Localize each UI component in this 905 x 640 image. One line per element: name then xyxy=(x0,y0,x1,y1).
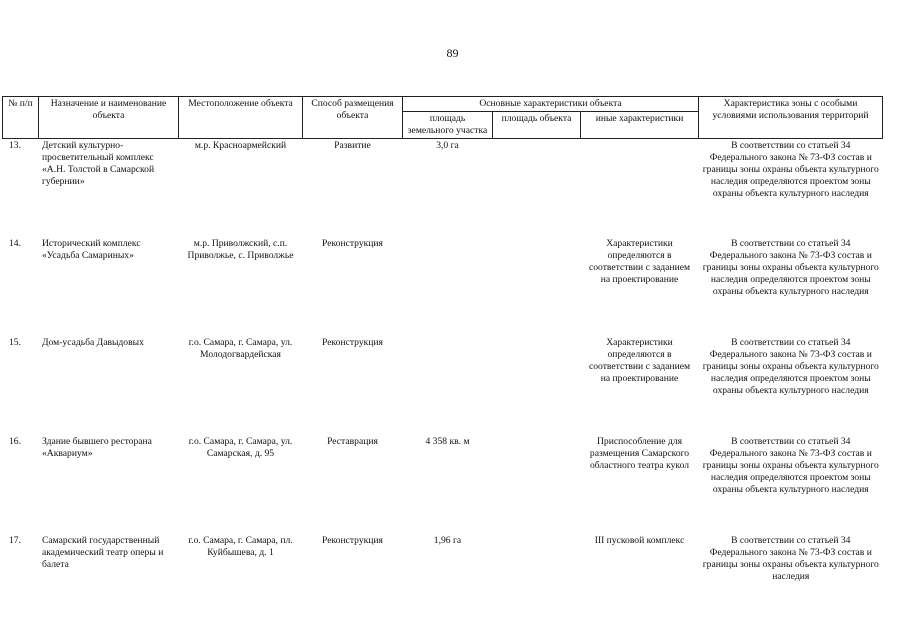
row-other: Характеристики определяются в соответствии с заданием на проектирование xyxy=(581,337,699,436)
row-method: Реконструкция xyxy=(303,337,403,436)
row-land-area: 4 358 кв. м xyxy=(403,436,493,535)
row-land-area xyxy=(403,238,493,337)
row-num: 16. xyxy=(3,436,39,535)
row-location: г.о. Самара, г. Самара, ул. Самарская, д. 95 xyxy=(179,436,303,535)
row-name: Дом-усадьба Давыдовых xyxy=(39,337,179,436)
header-object-area: площадь объекта xyxy=(493,112,581,139)
row-method: Реконструкция xyxy=(303,238,403,337)
row-method: Реставрация xyxy=(303,436,403,535)
row-other: Характеристики определяются в соответствии с заданием на проектирование xyxy=(581,238,699,337)
row-zone: В соответствии со статьей 34 Федерального закона № 73-ФЗ состав и границы зоны охраны объекта культурного наследия определяются проектом зоны охраны объекта культурного наследия xyxy=(699,436,883,535)
row-land-area: 1,96 га xyxy=(403,535,493,595)
header-main-characteristics: Основные характеристики объекта xyxy=(403,97,699,112)
row-num: 13. xyxy=(3,139,39,239)
table-row xyxy=(3,238,883,337)
row-object-area xyxy=(493,238,581,337)
row-object-area xyxy=(493,139,581,239)
row-other xyxy=(581,139,699,239)
row-land-area xyxy=(403,337,493,436)
row-zone: В соответствии со статьей 34 Федерального закона № 73-ФЗ состав и границы зоны охраны объекта культурного наследия xyxy=(699,535,883,595)
row-other: Приспособление для размещения Самарского областного театра кукол xyxy=(581,436,699,535)
table-header xyxy=(3,97,883,139)
row-num: 15. xyxy=(3,337,39,436)
header-land-area: площадь земельного участка xyxy=(403,112,493,139)
row-num: 17. xyxy=(3,535,39,595)
row-zone: В соответствии со статьей 34 Федерального закона № 73-ФЗ состав и границы зоны охраны объекта культурного наследия определяются проектом зоны охраны объекта культурного наследия xyxy=(699,337,883,436)
row-name: Детский культурно-просветительный комплекс «А.Н. Толстой в Самарской губернии» xyxy=(39,139,179,239)
objects-table xyxy=(2,96,883,595)
row-object-area xyxy=(493,337,581,436)
row-method: Реконструкция xyxy=(303,535,403,595)
row-location: м.р. Красноармейский xyxy=(179,139,303,239)
table-row xyxy=(3,139,883,239)
row-zone: В соответствии со статьей 34 Федерального закона № 73-ФЗ состав и границы зоны охраны объекта культурного наследия определяются проектом зоны охраны объекта культурного наследия xyxy=(699,139,883,239)
row-land-area: 3,0 га xyxy=(403,139,493,239)
header-zone: Характеристика зоны с особыми условиями использования территорий xyxy=(699,97,883,139)
row-method: Развитие xyxy=(303,139,403,239)
row-num: 14. xyxy=(3,238,39,337)
page-number: 89 xyxy=(446,46,459,60)
row-name: Исторический комплекс «Усадьба Самариных» xyxy=(39,238,179,337)
header-other-characteristics: иные характеристики xyxy=(581,112,699,139)
header-location: Местоположение объекта xyxy=(179,97,303,139)
row-location: г.о. Самара, г. Самара, ул. Молодогвардейская xyxy=(179,337,303,436)
row-object-area xyxy=(493,436,581,535)
row-other: III пусковой комплекс xyxy=(581,535,699,595)
row-object-area xyxy=(493,535,581,595)
row-name: Самарский государственный академический театр оперы и балета xyxy=(39,535,179,595)
table-row xyxy=(3,337,883,436)
table-row xyxy=(3,535,883,595)
row-location: м.р. Приволжский, с.п. Приволжье, с. Приволжье xyxy=(179,238,303,337)
header-method: Способ размещения объекта xyxy=(303,97,403,139)
row-name: Здание бывшего ресторана «Аквариум» xyxy=(39,436,179,535)
header-num: № п/п xyxy=(3,97,39,139)
table-body xyxy=(3,139,883,596)
table-row xyxy=(3,436,883,535)
header-name: Назначение и наименование объекта xyxy=(39,97,179,139)
row-location: г.о. Самара, г. Самара, пл. Куйбышева, д. 1 xyxy=(179,535,303,595)
row-zone: В соответствии со статьей 34 Федерального закона № 73-ФЗ состав и границы зоны охраны объекта культурного наследия определяются проектом зоны охраны объекта культурного наследия xyxy=(699,238,883,337)
